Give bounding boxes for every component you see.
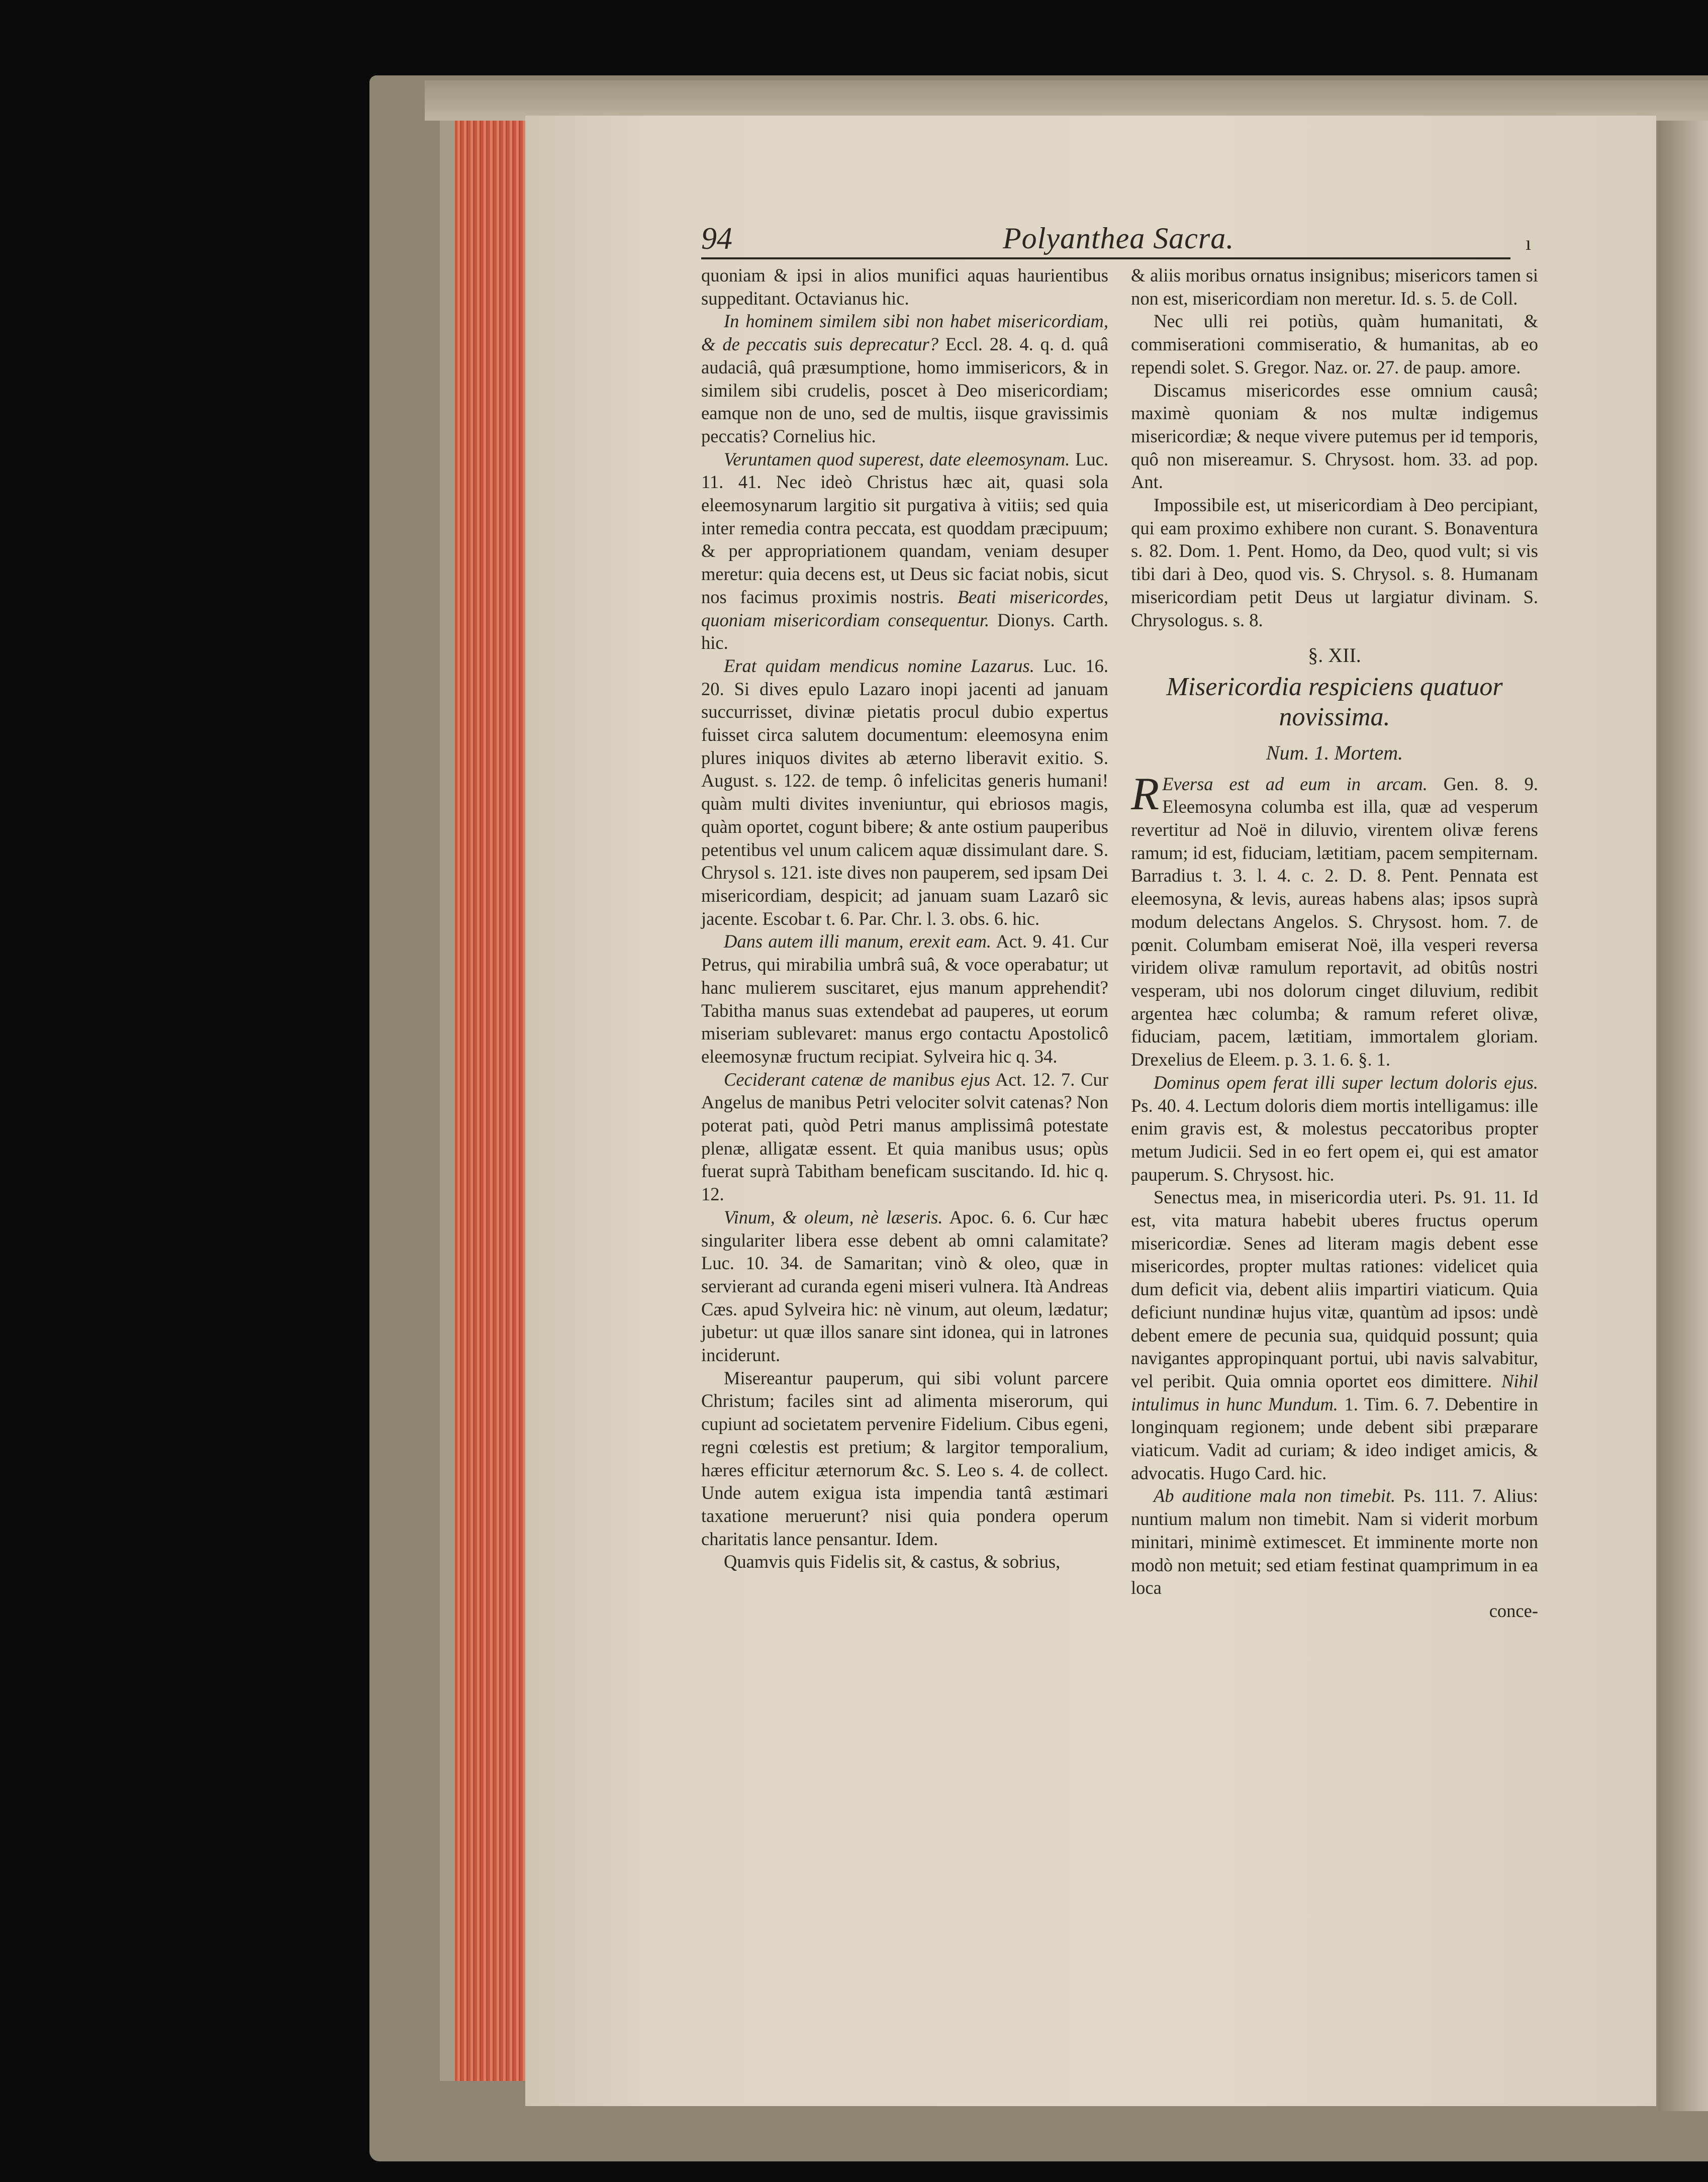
lemma: Dominus opem ferat illi super lectum doloris ejus. xyxy=(1154,1072,1538,1093)
paragraph: Discamus misericordes esse omnium causâ; maximè quoniam & nos multæ indigemus misericordiæ; & neque vivere putemus per id temporis, quô non misereamur. S. Chrysost. hom. 33. ad pop. Ant. xyxy=(1131,380,1538,493)
paragraph: quoniam & ipsi in alios munifici aquas haurientibus suppeditant. Octavianus hic. xyxy=(701,265,1108,309)
paragraph: & aliis moribus ornatus insignibus; misericors tamen si non est, misericordiam non meretur. Id. s. 5. de Coll. xyxy=(1131,265,1538,309)
paragraph: R Eversa est ad eum in arcam. Gen. 8. 9. Eleemosyna columba est illa, quæ ad vesperum revertitur ad Noë in diluvio, virentem olivæ ferens ramum; id est, fiduciam, lætitiam, pacem sempiternam. Barradius t. 3. l. 4. c. 2. D. 8. Pent. Pennata est eleemosyna, & levis, aureas habens alas; ipsos suprà modum delectans Angelos. S. Chrysost. hom. 7. de pœnit. Columbam emiserat Noë, illa vesperi reversa viridem olivæ ramulum reportavit, ad obitûs nostri vesperam, ubi nos dolorum cinget diluvium, redibit argentea hæc columba; & ramum referet olivæ, fiduciam, pacem, lætitiam, immortalem gloriam. Drexelius de Eleem. p. 3. 1. 6. §. 1. xyxy=(1131,768,1539,1070)
left-column xyxy=(701,264,1108,1573)
section-number: §. XII. xyxy=(1308,644,1361,667)
paragraph: Ab auditione mala non timebit. Ps. 111. 7. Alius: nuntium malum non timebit. Nam si viderit morbum minitari, minimè extimescet. Et imminente morte non modò non metuit; sed etiam festinat quamprimum in ea loca xyxy=(1131,1485,1538,1598)
head-mark: ı xyxy=(1526,232,1532,254)
lemma: Veruntamen quod superest, date eleemosynam. xyxy=(724,448,1070,469)
page-title: Polyanthea Sacra. xyxy=(1003,222,1235,255)
lemma: Vinum, & oleum, nè læseris. xyxy=(724,1206,943,1227)
paragraph: Veruntamen quod superest, date eleemosynam. Luc. 11. 41. Nec ideò Christus hæc ait, quasi sola eleemosynarum largitio sit purgativa à vitiis; sed quia inter remedia contra peccata, est quoddam præcipuum; & per appropriationem quandam, veniam desuper meretur: quia decens est, ut Deus sic faciat nobis, sicut nos facimus proximis nostris. Beati misericordes, quoniam misericordiam consequentur. Dionys. Carth. hic. xyxy=(701,448,1109,653)
head-rule xyxy=(701,257,1510,259)
lemma: Dans autem illi manum, erexit eam. xyxy=(724,931,991,952)
paragraph: In hominem similem sibi non habet misericordiam, & de peccatis suis deprecatur? Eccl. 28. 4. q. d. quâ audaciâ, quâ præsumptione, homo immisericors, & in similem sibi crudelis, poscet à Deo misericordiam; eamque non de uno, sed de multis, iisque gravissimis peccatis? Cornelius hic. xyxy=(701,311,1108,446)
book-top-edge xyxy=(425,80,1708,121)
section-title: Misericordia respiciens quatuor novissima. xyxy=(1166,672,1503,731)
running-head xyxy=(701,221,1532,266)
paragraph: Quamvis quis Fidelis sit, & castus, & sobrius, xyxy=(724,1551,1061,1572)
paragraph: Impossibile est, ut misericordiam à Deo percipiant, qui eam proximo exhibere non curant. S. Bonaventura s. 82. Dom. 1. Pent. Homo, da Deo, quod vult; si vis tibi dari à Deo, quod vis. S. Chrysol. s. 8. Humanam misericordiam petit Deus ut largiatur divinam. S. Chrysologus. s. 8. xyxy=(1131,495,1538,630)
paragraph: Ceciderant catenæ de manibus ejus Act. 12. 7. Cur Angelus de manibus Petri velociter solvit catenas? Non poterat pati, quòd Petri manus amplissimâ potestate plenæ, alligatæ essent. Et quia manibus usus; opùs fuerat suprà Tabitham beneficam suscitando. Id. hic q. 12. xyxy=(701,1069,1108,1205)
paragraph: Senectus mea, in misericordia uteri. Ps. 91. 11. Id est, vita matura habebit uberes fructus operum misericordiæ. Senes ad literam magis debent esse misericordes, propter multas rationes: videlicet quia dum deficit via, debent aliis impartiri viaticum. Quia deficiunt nundinæ hujus vitæ, quantùm ad ipsos: undè debent emere de pecunia sua, quidquid possunt; quia navigantes appropinquant portui, ubi navis salvabitur, vel peribit. Quia omnia oportet eos dimittere. Nihil intulimus in hunc Mundum. 1. Tim. 6. 7. Debentire in longinquam regionem; unde debent sibi præparare viaticum. Vadit ad curiam; & ideo indiget amicis, & advocatis. Hugo Card. hic. xyxy=(1131,1187,1538,1483)
drop-initial: R xyxy=(1131,768,1160,819)
paragraph: Dominus opem ferat illi super lectum doloris ejus. Ps. 40. 4. Lectum doloris diem mortis intelligamus: ille enim gravis est, & molestus peccatoribus propter metum Judicii. Sed in eo fert opem ei, qui est amator pauperum. S. Chrysost. hic. xyxy=(1131,1072,1538,1185)
subsection-title: Num. 1. Mortem. xyxy=(1266,741,1403,764)
right-column xyxy=(1131,264,1538,1623)
catchword: conce- xyxy=(1489,1600,1538,1621)
lemma: Erat quidam mendicus nomine Lazarus. xyxy=(724,655,1034,676)
facing-page-edge xyxy=(1659,121,1708,2111)
lemma: Ceciderant catenæ de manibus ejus xyxy=(724,1069,990,1090)
paragraph: Nec ulli rei potiùs, quàm humanitati, & commiserationi commiseratio, & humanitas, ab eo rependi solet. S. Gregor. Naz. or. 27. de paup. amore. xyxy=(1131,311,1538,377)
lemma: Beati misericordes, quoniam misericordiam consequentur. xyxy=(701,586,1108,630)
page-edges xyxy=(455,121,533,2081)
paragraph: Erat quidam mendicus nomine Lazarus. Luc. 16. 20. Si dives epulo Lazaro inopi jacenti ad januam succurrisset, divinæ pietatis procul dubio expertus fuisset circa salutem documentum: eleemosyna enim plures iniquos divites ab æterno liberavit exitio. S. August. s. 122. de temp. ô infelicitas generis humani! quàm multi divites inveniuntur, qui ebriosos magis, quàm oportet, cogunt bibere; & ante ostium pauperibus petentibus vel unum calicem aquæ dissimulant dare. S. Chrysol s. 121. iste dives non pauperem, sed ipsam Dei misericordiam, despicit; ad januam suam Lazarô sic jacente. Escobar t. 6. Par. Chr. l. 3. obs. 6. hic. xyxy=(701,655,1108,929)
paragraph: Misereantur pauperum, qui sibi volunt parcere Christum; faciles sint ad alimenta miserorum, qui cupiunt ad societatem pervenire Fidelium. Cibus egeni, regni cœlestis est pretium; & largitor temporalium, hæres efficitur æternorum &c. S. Leo s. 4. de collect. Unde autem exigua ista impendia tantâ æstimari taxatione meruerunt? nisi quia pondera operum charitatis lance pensantur. Idem. xyxy=(701,1367,1108,1549)
lemma: Nihil intulimus in hunc Mundum. xyxy=(1131,1370,1538,1414)
lemma: Ab auditione mala non timebit. xyxy=(1154,1485,1396,1506)
paragraph: Dans autem illi manum, erexit eam. Act. 9. 41. Cur Petrus, qui mirabilia umbrâ suâ, & voce operabatur; ut hanc mulierem suscitaret, ejus manum apprehendit? Tabitha manus suas extendebat ad pauperes, ut eorum miseriam sublevaret: manus ergo contactu Apostolicô eleemosynæ fructum recipiat. Sylveira hic q. 34. xyxy=(701,931,1109,1067)
lemma: In hominem similem sibi non habet misericordiam, & de peccatis suis deprecatur? xyxy=(701,311,1108,355)
lemma: Eversa est ad eum in arcam. xyxy=(1162,773,1428,794)
paragraph: Vinum, & oleum, nè læseris. Apoc. 6. 6. Cur hæc singulariter libera esse debent ab omni calamitate? Luc. 10. 34. de Samaritan; vinò & oleo, quæ in servierant ad curanda egeni miseri vulnera. Ità Andreas Cæs. apud Sylveira hic: nè vinum, aut oleum, lædatur; jubetur: ut quæ illos sanare sint idonea, qui in latrones inciderunt. xyxy=(701,1206,1108,1366)
page-number: 94 xyxy=(701,222,732,256)
